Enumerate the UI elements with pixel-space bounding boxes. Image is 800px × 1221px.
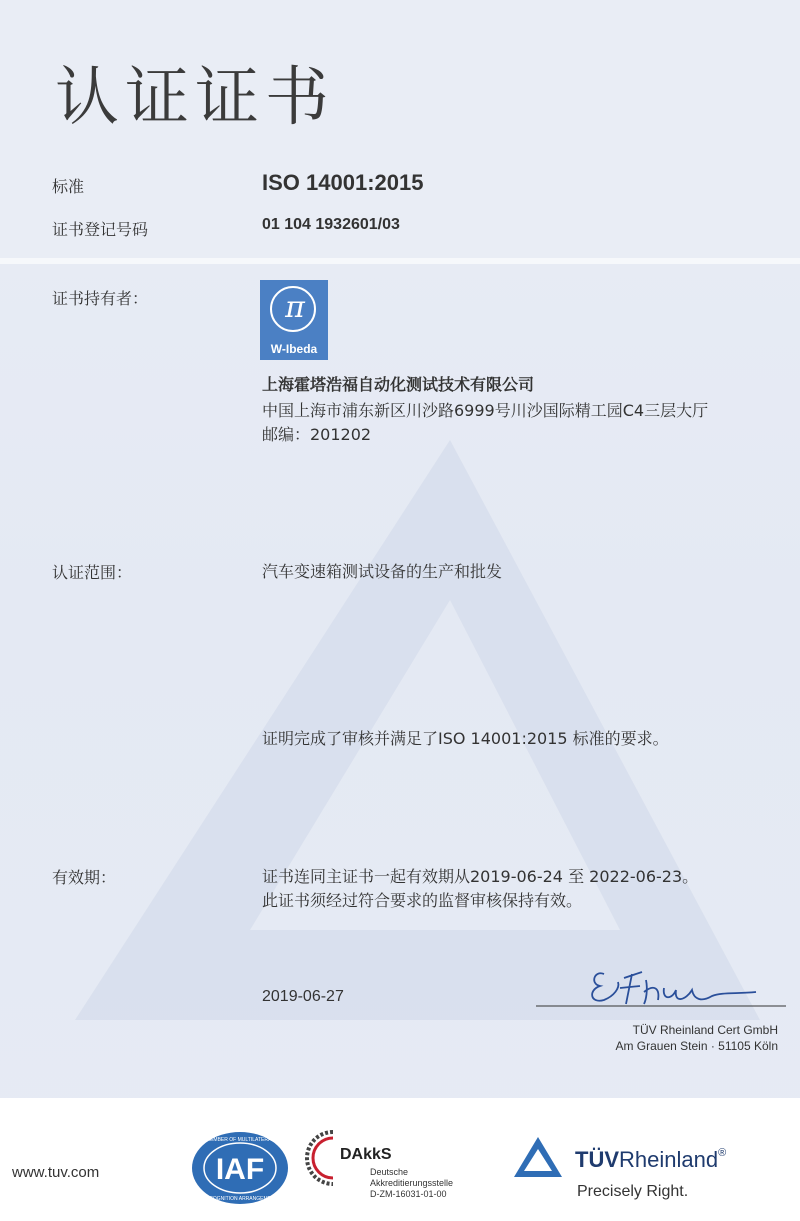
dakks-line-3: D-ZM-16031-01-00 <box>370 1189 447 1199</box>
validity-line-2: 此证书须经过符合要求的监督审核保持有效。 <box>262 891 583 910</box>
compliance-statement: 证明完成了审核并满足了ISO 14001:2015 标准的要求。 <box>262 729 669 748</box>
issuer-address: Am Grauen Stein · 51105 Köln <box>615 1039 778 1053</box>
iaf-logo-icon <box>190 1128 290 1208</box>
company-zip: 邮编：201202 <box>262 425 372 444</box>
signature <box>536 960 786 1012</box>
dakks-line-1: Deutsche <box>370 1167 409 1177</box>
cert-number-value: 01 104 1932601/03 <box>262 216 400 233</box>
company-name: 上海霍塔浩福自动化测试技术有限公司 <box>262 375 535 394</box>
standard-label: 标准 <box>52 177 85 196</box>
iaf-ring-top: MEMBER OF MULTILATERAL <box>205 1137 275 1143</box>
logo-symbol: π <box>285 290 305 325</box>
validity-line-1: 证书连同主证书一起有效期从2019-06-24 至 2022-06-23。 <box>262 867 699 886</box>
iaf-ring-bottom: RECOGNITION ARRANGEMENT <box>202 1196 278 1202</box>
tuv-brand <box>575 1147 726 1173</box>
cert-number-label: 证书登记号码 <box>52 220 149 239</box>
tuv-tagline: Precisely Right. <box>577 1183 689 1200</box>
pi-logo-icon <box>270 286 316 332</box>
website-link[interactable]: www.tuv.com <box>12 1164 100 1181</box>
company-address: 中国上海市浦东新区川沙路6999号川沙国际精工园C4三层大厅 <box>262 401 709 420</box>
dakks-logo-icon <box>303 1128 339 1188</box>
issuer-name: TÜV Rheinland Cert GmbH <box>632 1023 778 1037</box>
dakks-line-2: Akkreditierungsstelle <box>370 1178 454 1188</box>
w-ibeda-logo <box>260 280 328 360</box>
validity-label: 有效期： <box>52 868 117 887</box>
tuv-brand-rest: Rheinland <box>619 1147 719 1172</box>
standard-value: ISO 14001:2015 <box>262 170 424 195</box>
scope-value: 汽车变速箱测试设备的生产和批发 <box>262 562 503 581</box>
iaf-text: IAF <box>215 1153 265 1186</box>
tuv-brand-bold: TÜV <box>575 1147 619 1172</box>
issue-date: 2019-06-27 <box>262 988 344 1005</box>
holder-label: 证书持有者： <box>52 289 149 308</box>
tuv-registered-mark: ® <box>718 1147 727 1159</box>
tuv-triangle-icon <box>512 1135 564 1179</box>
dakks-title: DAkkS <box>340 1146 392 1163</box>
logo-text: W-Ibeda <box>270 342 318 356</box>
page-title: 认证证书 <box>55 61 335 135</box>
scope-label: 认证范围： <box>52 563 133 582</box>
